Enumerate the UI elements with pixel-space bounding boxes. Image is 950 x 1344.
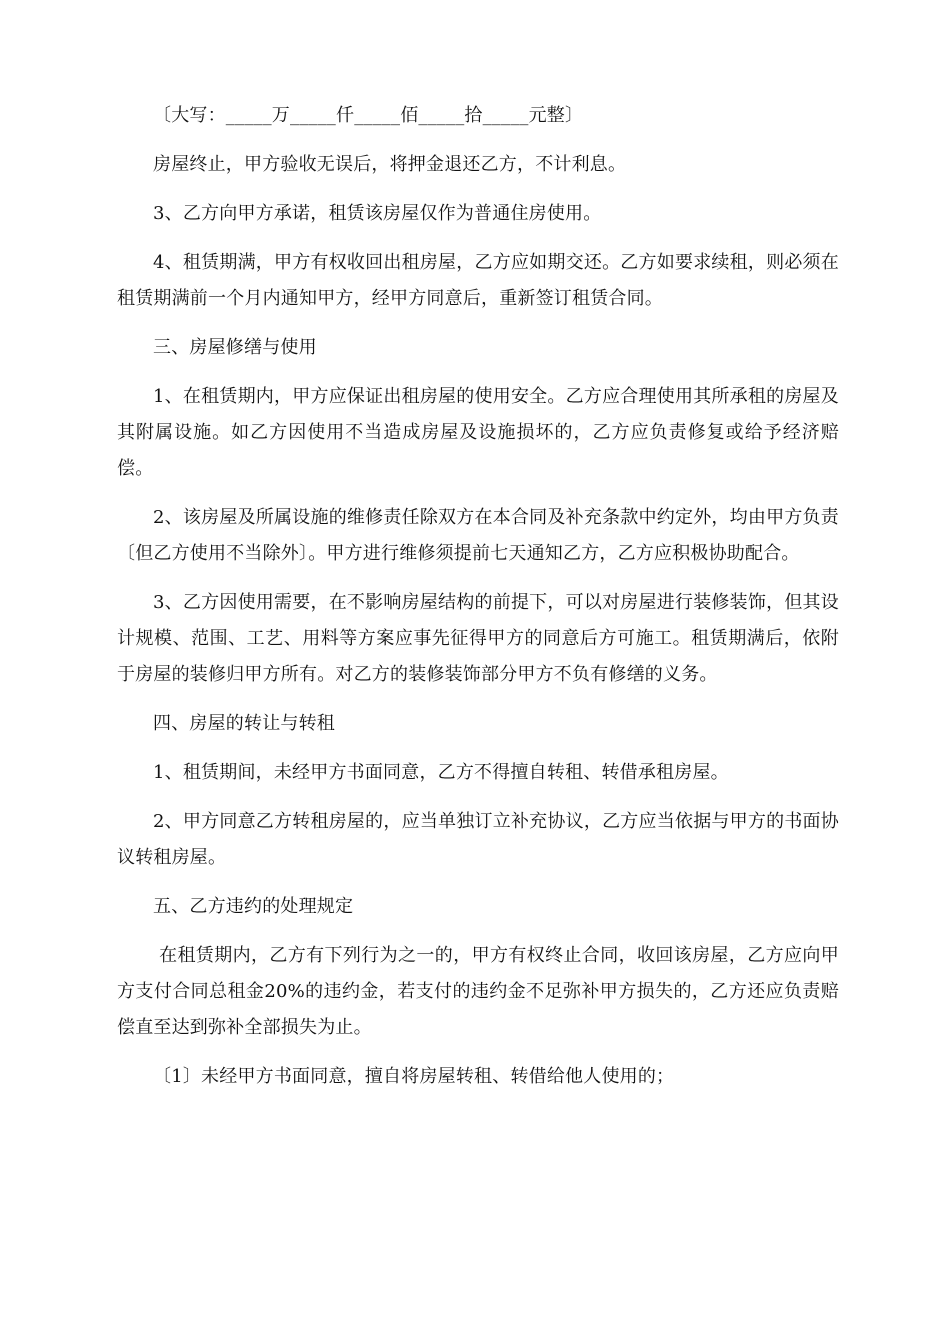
- section-4-heading: 四、房屋的转让与转租: [153, 713, 335, 734]
- clause-4-2-sublet-agreement: 2、甲方同意乙方转租房屋的，应当单独订立补充协议，乙方应当依据与甲方的书面协议转租房屋。: [117, 811, 839, 868]
- clause-5-item-1: 〔1〕未经甲方书面同意，擅自将房屋转租、转借给他人使用的；: [153, 1066, 675, 1087]
- section-3-heading: 三、房屋修缮与使用: [153, 337, 317, 358]
- clause-2-3-residential-use: 3、乙方向甲方承诺，租赁该房屋仅作为普通住房使用。: [153, 203, 602, 224]
- clause-2-4-lease-expiry: 4、租赁期满，甲方有权收回出租房屋，乙方应如期交还。乙方如要求续租，则必须在租赁期满前一个月内通知甲方，经甲方同意后，重新签订租赁合同。: [117, 252, 839, 309]
- clause-3-2-maintenance: 2、该房屋及所属设施的维修责任除双方在本合同及补充条款中约定外，均由甲方负责〔但乙方使用不当除外〕。甲方进行维修须提前七天通知乙方，乙方应积极协助配合。: [117, 507, 839, 564]
- clause-3-3-renovation: 3、乙方因使用需要，在不影响房屋结构的前提下，可以对房屋进行装修装饰，但其设计规模、范围、工艺、用料等方案应事先征得甲方的同意后方可施工。租赁期满后，依附于房屋的装修归甲方所有。对乙方的装修装饰部分甲方不负有修缮的义务。: [117, 592, 839, 685]
- clause-3-1-safety: 1、在租赁期内，甲方应保证出租房屋的使用安全。乙方应合理使用其所承租的房屋及其附属设施。如乙方因使用不当造成房屋及设施损坏的，乙方应负责修复或给予经济赔偿。: [117, 386, 839, 479]
- document-body: [117, 98, 839, 1108]
- deposit-return-clause: 房屋终止，甲方验收无误后，将押金退还乙方，不计利息。: [153, 154, 627, 175]
- clause-4-1-sublet-consent: 1、租赁期间，未经甲方书面同意，乙方不得擅自转租、转借承租房屋。: [153, 762, 729, 783]
- section-5-intro: 在租赁期内，乙方有下列行为之一的，甲方有权终止合同，收回该房屋，乙方应向甲方支付合同总租金20%的违约金，若支付的违约金不足弥补甲方损失的，乙方还应负责赔偿直至达到弥补全部损失为止。: [117, 945, 839, 1038]
- amount-in-words-line: 〔大写：_____万_____仟_____佰_____拾_____元整〕: [153, 105, 584, 126]
- section-5-heading: 五、乙方违约的处理规定: [153, 896, 354, 917]
